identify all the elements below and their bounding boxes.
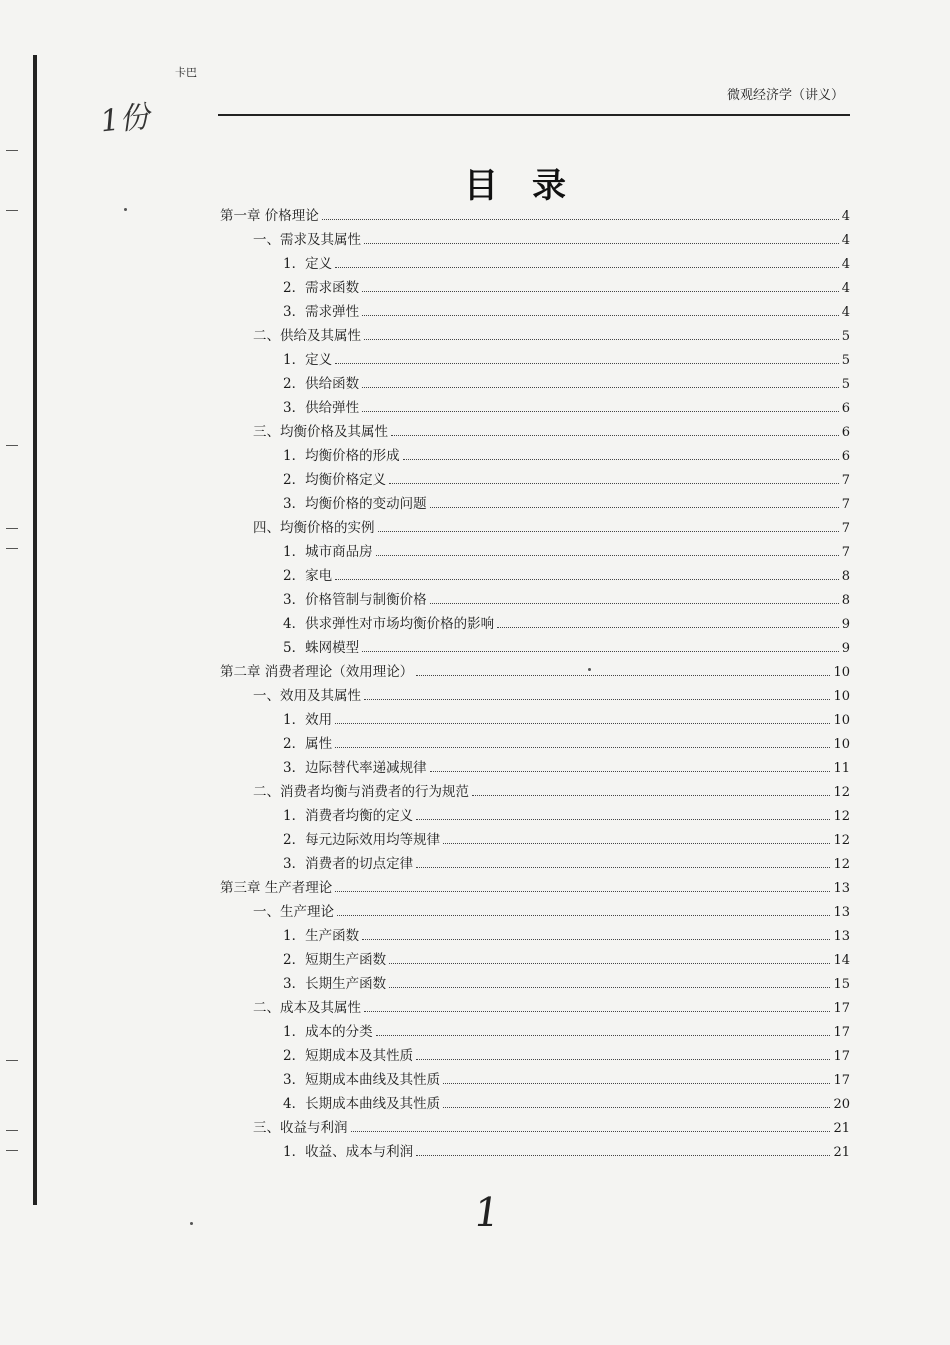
toc-entry: [220, 300, 850, 324]
toc-entry-page: 21: [833, 1121, 850, 1136]
toc-entry-page: 17: [833, 1025, 850, 1040]
toc-entry-text: 二、供给及其属性: [253, 328, 361, 344]
toc-entry: [220, 1044, 850, 1068]
toc-leader-dots: [389, 951, 830, 964]
toc-entry-text: 2．每元边际效用均等规律: [283, 832, 441, 848]
toc-entry: [220, 204, 850, 228]
toc-leader-dots: [362, 399, 839, 412]
toc-entry: [220, 660, 850, 684]
toc-entry: [220, 636, 850, 660]
margin-tick: [6, 1150, 18, 1151]
toc-entry: [220, 996, 850, 1020]
toc-entry-text: 第一章 价格理论: [220, 208, 319, 224]
toc-entry-page: 12: [833, 833, 850, 848]
toc-entry-text: 1．消费者均衡的定义: [283, 808, 414, 824]
toc-entry-text: 1．收益、成本与利润: [283, 1144, 414, 1160]
toc-entry: [220, 780, 850, 804]
toc-entry-page: 7: [841, 497, 850, 512]
toc-entry: [220, 924, 850, 948]
toc-entry-page: 5: [841, 329, 850, 344]
toc-leader-dots: [416, 663, 830, 676]
toc-entry: [220, 588, 850, 612]
toc-entry-text: 一、需求及其属性: [253, 232, 361, 248]
toc-entry-page: 8: [841, 593, 850, 608]
toc-entry-page: 10: [833, 665, 850, 680]
toc-entry-text: 四、均衡价格的实例: [253, 520, 375, 536]
toc-entry-page: 17: [833, 1049, 850, 1064]
toc-entry-text: 一、生产理论: [253, 904, 334, 920]
toc-leader-dots: [335, 735, 830, 748]
toc-entry-text: 2．家电: [283, 568, 333, 584]
toc-entry: [220, 708, 850, 732]
toc-entry-text: 1．效用: [283, 712, 333, 728]
toc-leader-dots: [403, 447, 839, 460]
toc-leader-dots: [416, 1143, 830, 1156]
binding-bar: [33, 55, 37, 1205]
toc-entry: [220, 516, 850, 540]
toc-entry-page: 4: [841, 233, 850, 248]
toc-entry-text: 1．成本的分类: [283, 1024, 373, 1040]
toc-entry-text: 2．均衡价格定义: [283, 472, 387, 488]
corner-label: 卡巴: [175, 66, 197, 79]
toc-entry: [220, 324, 850, 348]
toc-entry: [220, 1116, 850, 1140]
toc-entry: [220, 684, 850, 708]
header-rule: [218, 114, 850, 116]
toc-entry-page: 20: [833, 1097, 850, 1112]
toc-entry: [220, 756, 850, 780]
toc-entry: [220, 1068, 850, 1092]
toc-entry: [220, 372, 850, 396]
toc-entry-text: 1．生产函数: [283, 928, 360, 944]
toc-leader-dots: [376, 543, 839, 556]
toc-entry: [220, 252, 850, 276]
toc-entry-text: 2．短期生产函数: [283, 952, 387, 968]
running-header-title: 微观经济学（讲义）: [726, 88, 844, 103]
toc-entry: [220, 540, 850, 564]
toc-entry-text: 第二章 消费者理论（效用理论）: [220, 664, 414, 680]
scan-speck: [124, 208, 127, 211]
margin-tick: [6, 210, 18, 211]
toc-leader-dots: [416, 1047, 830, 1060]
toc-leader-dots: [430, 591, 839, 604]
toc-leader-dots: [362, 279, 839, 292]
toc-leader-dots: [378, 519, 839, 532]
toc-leader-dots: [430, 495, 839, 508]
toc-leader-dots: [322, 207, 839, 220]
toc-entry-page: 13: [833, 905, 850, 920]
toc-entry-text: 三、收益与利润: [253, 1120, 348, 1136]
toc-entry-page: 9: [841, 641, 850, 656]
scan-speck: [190, 1222, 193, 1225]
toc-entry-page: 13: [833, 881, 850, 896]
toc-entry-text: 一、效用及其属性: [253, 688, 361, 704]
toc-entry-text: 2．属性: [283, 736, 333, 752]
handwritten-note: 1份: [98, 99, 152, 140]
toc-entry-page: 6: [841, 425, 850, 440]
toc-leader-dots: [335, 351, 839, 364]
toc-entry-page: 14: [833, 953, 850, 968]
toc-entry-page: 7: [841, 473, 850, 488]
margin-tick: [6, 445, 18, 446]
toc-leader-dots: [362, 639, 839, 652]
page-number: 1: [470, 1190, 503, 1236]
toc-leader-dots: [362, 303, 839, 316]
toc-entry-text: 3．消费者的切点定律: [283, 856, 414, 872]
toc-entry-text: 二、成本及其属性: [253, 1000, 361, 1016]
toc-entry-text: 4．长期成本曲线及其性质: [283, 1096, 441, 1112]
margin-tick: [6, 1130, 18, 1131]
toc-entry-text: 2．供给函数: [283, 376, 360, 392]
toc-leader-dots: [376, 1023, 831, 1036]
toc-entry-page: 13: [833, 929, 850, 944]
toc-leader-dots: [443, 1095, 830, 1108]
toc-entry-text: 3．长期生产函数: [283, 976, 387, 992]
toc-entry: [220, 276, 850, 300]
toc-entry-text: 3．短期成本曲线及其性质: [283, 1072, 441, 1088]
toc-entry-page: 4: [841, 305, 850, 320]
toc-entry: [220, 420, 850, 444]
margin-tick: [6, 528, 18, 529]
toc-leader-dots: [335, 255, 839, 268]
toc-leader-dots: [472, 783, 830, 796]
toc-entry-text: 3．价格管制与制衡价格: [283, 592, 427, 608]
toc-entry: [220, 444, 850, 468]
toc-entry-text: 1．定义: [283, 256, 333, 272]
toc-leader-dots: [416, 807, 830, 820]
toc-entry-page: 8: [841, 569, 850, 584]
toc-entry-text: 第三章 生产者理论: [220, 880, 333, 896]
toc-entry-page: 5: [841, 377, 850, 392]
toc-entry: [220, 1092, 850, 1116]
toc-entry-page: 4: [841, 257, 850, 272]
toc-entry: [220, 1020, 850, 1044]
toc-entry-text: 三、均衡价格及其属性: [253, 424, 388, 440]
toc-leader-dots: [351, 1119, 831, 1132]
toc-entry-text: 3．边际替代率递减规律: [283, 760, 427, 776]
toc-entry-text: 3．供给弹性: [283, 400, 360, 416]
toc-leader-dots: [391, 423, 839, 436]
toc-leader-dots: [389, 975, 830, 988]
toc-leader-dots: [337, 903, 830, 916]
toc-leader-dots: [335, 711, 830, 724]
toc-entry-text: 1．定义: [283, 352, 333, 368]
toc-leader-dots: [497, 615, 839, 628]
table-of-contents: [220, 204, 850, 1164]
margin-tick: [6, 548, 18, 549]
toc-entry-page: 9: [841, 617, 850, 632]
margin-tick: [6, 1060, 18, 1061]
toc-entry-page: 4: [841, 209, 850, 224]
toc-entry-page: 12: [833, 785, 850, 800]
page-title: 目录: [464, 166, 600, 206]
toc-entry: [220, 396, 850, 420]
toc-entry-text: 2．短期成本及其性质: [283, 1048, 414, 1064]
toc-entry: [220, 828, 850, 852]
toc-leader-dots: [364, 327, 839, 340]
toc-entry: [220, 612, 850, 636]
toc-entry-page: 10: [833, 713, 850, 728]
margin-tick: [6, 150, 18, 151]
toc-entry: [220, 348, 850, 372]
toc-entry: [220, 732, 850, 756]
toc-leader-dots: [364, 687, 830, 700]
toc-entry: [220, 1140, 850, 1164]
toc-entry-page: 10: [833, 737, 850, 752]
toc-entry-text: 二、消费者均衡与消费者的行为规范: [253, 784, 469, 800]
toc-entry-text: 4．供求弹性对市场均衡价格的影响: [283, 616, 495, 632]
toc-entry-page: 15: [833, 977, 850, 992]
toc-entry: [220, 852, 850, 876]
toc-entry-text: 1．城市商品房: [283, 544, 373, 560]
toc-entry-page: 21: [833, 1145, 850, 1160]
toc-entry: [220, 564, 850, 588]
toc-entry-page: 11: [833, 761, 850, 776]
toc-entry: [220, 468, 850, 492]
toc-leader-dots: [362, 375, 839, 388]
toc-entry-page: 17: [833, 1073, 850, 1088]
toc-entry-page: 6: [841, 449, 850, 464]
toc-entry: [220, 876, 850, 900]
toc-entry: [220, 948, 850, 972]
toc-leader-dots: [335, 567, 839, 580]
toc-entry: [220, 972, 850, 996]
toc-entry-page: 7: [841, 521, 850, 536]
toc-leader-dots: [364, 231, 839, 244]
toc-leader-dots: [362, 927, 830, 940]
toc-entry: [220, 492, 850, 516]
toc-entry-page: 7: [841, 545, 850, 560]
toc-entry-page: 6: [841, 401, 850, 416]
toc-entry: [220, 804, 850, 828]
toc-entry-page: 17: [833, 1001, 850, 1016]
toc-entry-text: 3．均衡价格的变动问题: [283, 496, 427, 512]
toc-entry-page: 10: [833, 689, 850, 704]
toc-leader-dots: [430, 759, 831, 772]
toc-entry: [220, 228, 850, 252]
toc-entry-page: 12: [833, 857, 850, 872]
toc-leader-dots: [416, 855, 830, 868]
toc-leader-dots: [443, 831, 830, 844]
toc-entry-page: 5: [841, 353, 850, 368]
toc-entry-text: 5．蛛网模型: [283, 640, 360, 656]
toc-leader-dots: [443, 1071, 830, 1084]
toc-leader-dots: [335, 879, 830, 892]
toc-leader-dots: [389, 471, 839, 484]
toc-entry-page: 4: [841, 281, 850, 296]
toc-entry-text: 3．需求弹性: [283, 304, 360, 320]
toc-entry-text: 2．需求函数: [283, 280, 360, 296]
toc-entry-page: 12: [833, 809, 850, 824]
toc-entry-text: 1．均衡价格的形成: [283, 448, 400, 464]
toc-entry: [220, 900, 850, 924]
toc-leader-dots: [364, 999, 830, 1012]
